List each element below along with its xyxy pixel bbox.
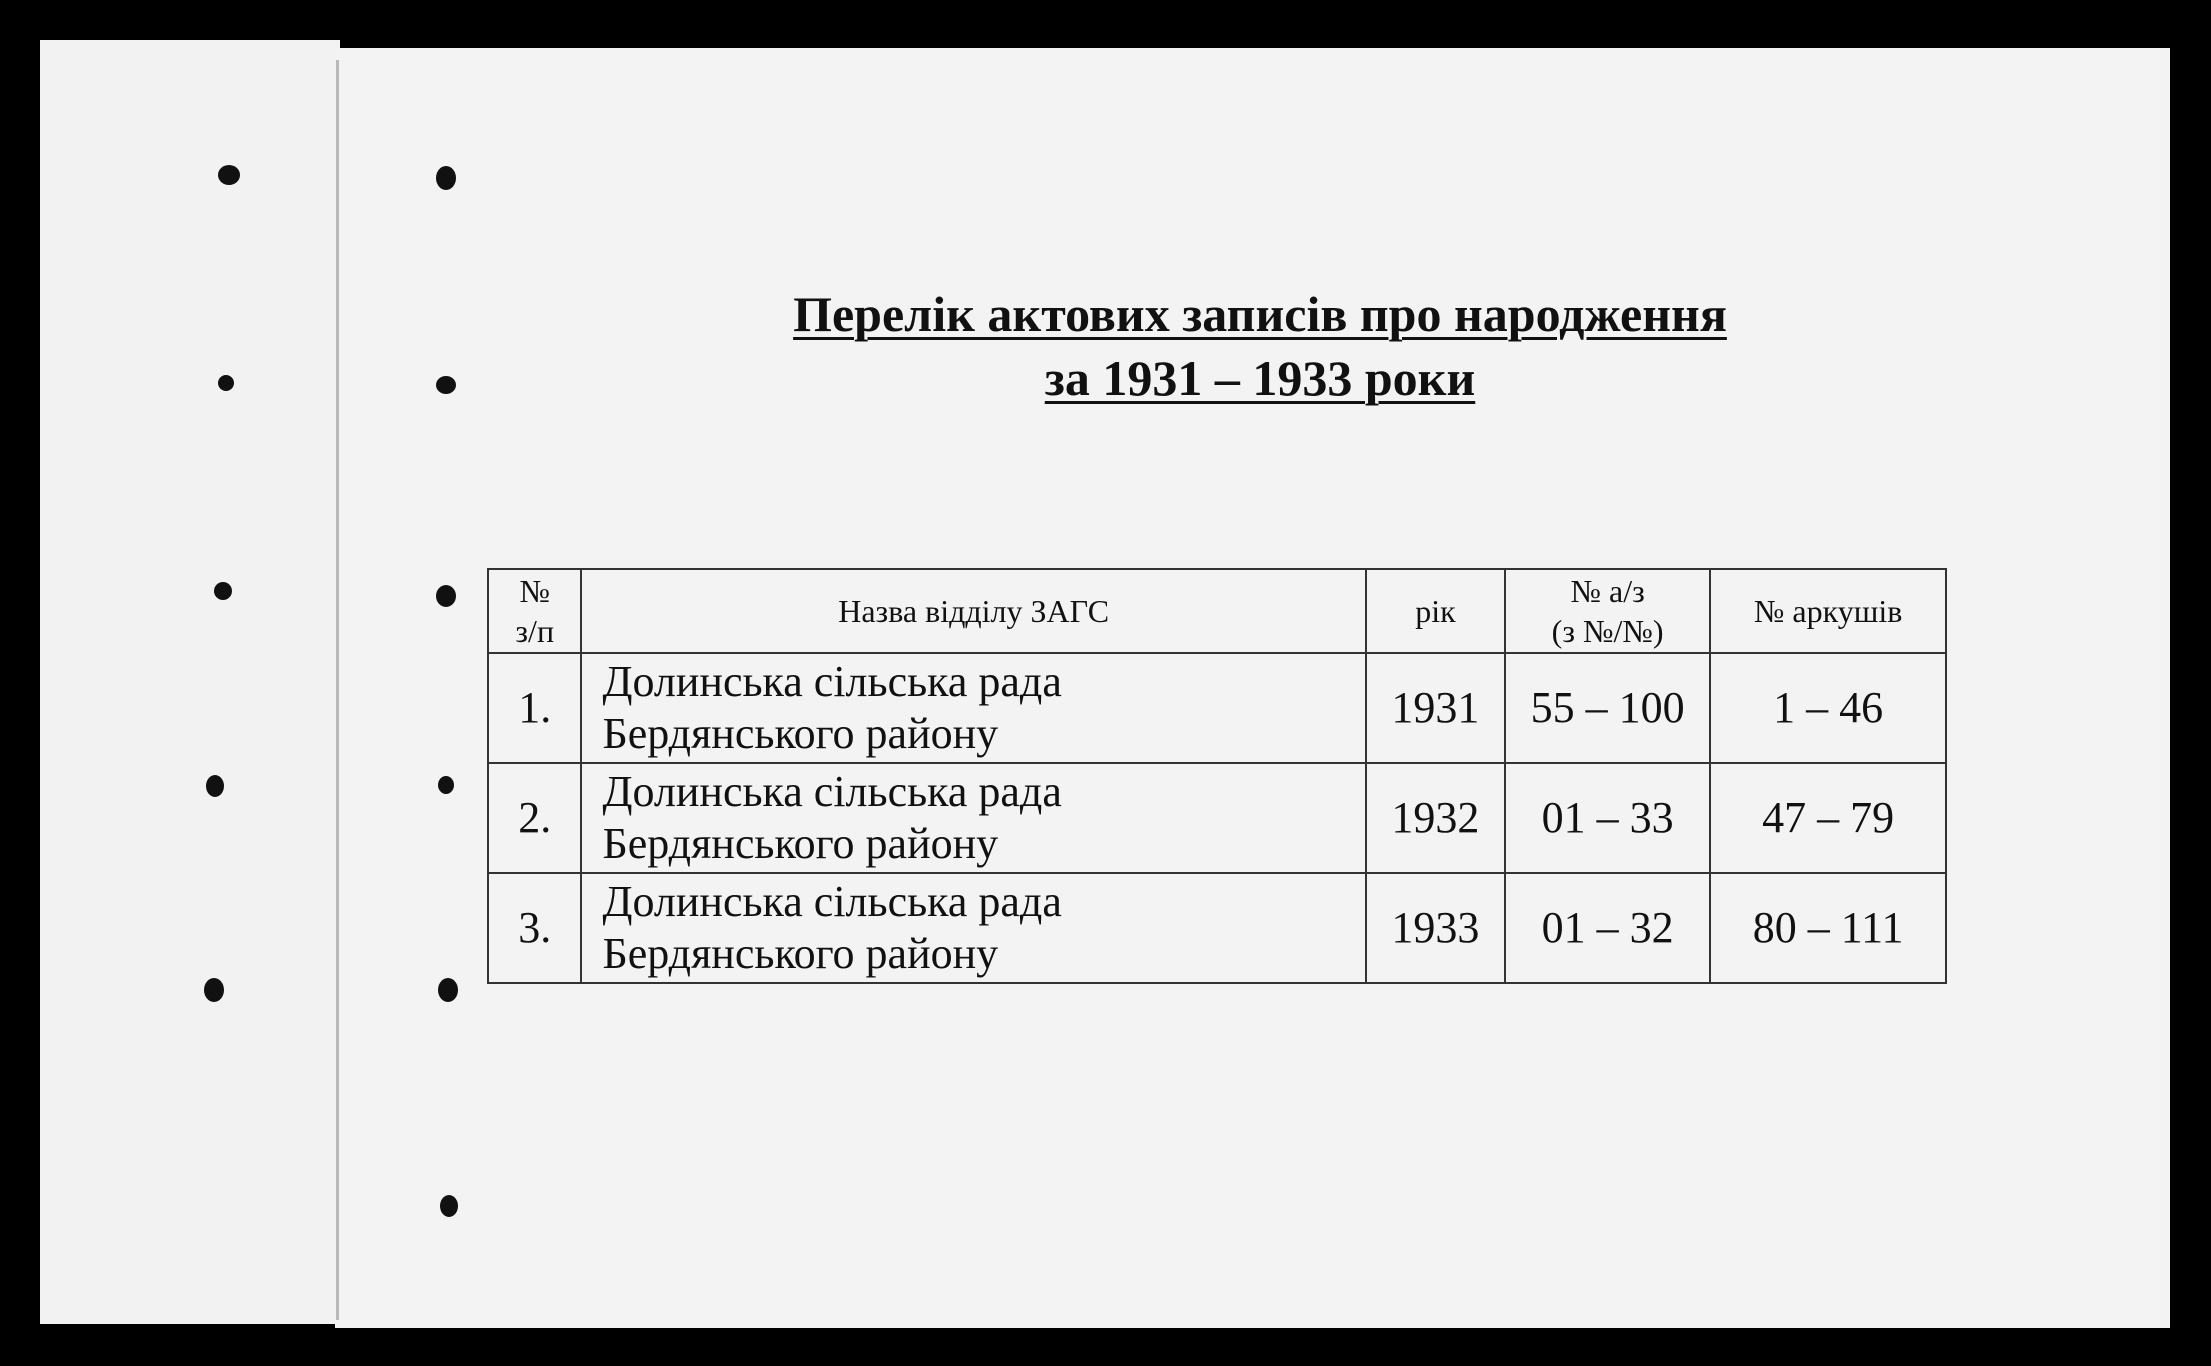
row-sheets: 47 – 79: [1710, 763, 1946, 873]
row-name: Долинська сільська рада Бердянського району: [581, 763, 1365, 873]
records-table: [487, 568, 1947, 984]
punch-hole: [440, 1195, 458, 1217]
title-line-2: за 1931 – 1933 роки: [1044, 350, 1476, 406]
row-acts: 01 – 32: [1505, 873, 1710, 983]
document-title: [640, 282, 1880, 410]
row-num: 3.: [488, 873, 581, 983]
header-sheets: № аркушів: [1710, 569, 1946, 653]
punch-hole: [436, 585, 456, 607]
punch-hole: [218, 165, 240, 185]
row-name: Долинська сільська рада Бердянського району: [581, 653, 1365, 763]
row-acts: 01 – 33: [1505, 763, 1710, 873]
punch-hole: [436, 376, 456, 394]
table-row: [488, 873, 1946, 983]
header-acts: № а/з (з №/№): [1505, 569, 1710, 653]
row-sheets: 80 – 111: [1710, 873, 1946, 983]
row-num: 1.: [488, 653, 581, 763]
row-year: 1933: [1366, 873, 1505, 983]
page-fold: [336, 60, 339, 1320]
punch-hole: [438, 776, 454, 794]
title-line-1: Перелік актових записів про народження: [793, 286, 1727, 342]
header-name: Назва відділу ЗАГС: [581, 569, 1365, 653]
row-year: 1931: [1366, 653, 1505, 763]
table-header-row: [488, 569, 1946, 653]
row-sheets: 1 – 46: [1710, 653, 1946, 763]
punch-hole: [214, 582, 232, 600]
punch-hole: [438, 978, 458, 1002]
punch-hole: [218, 375, 234, 391]
row-acts: 55 – 100: [1505, 653, 1710, 763]
table-row: [488, 763, 1946, 873]
row-num: 2.: [488, 763, 581, 873]
header-num: № з/п: [488, 569, 581, 653]
punch-hole: [436, 166, 456, 190]
row-year: 1932: [1366, 763, 1505, 873]
table-row: [488, 653, 1946, 763]
header-year: рік: [1366, 569, 1505, 653]
back-sheet-edge: [40, 40, 340, 1324]
punch-hole: [204, 978, 224, 1002]
punch-hole: [206, 775, 224, 797]
row-name: Долинська сільська рада Бердянського району: [581, 873, 1365, 983]
